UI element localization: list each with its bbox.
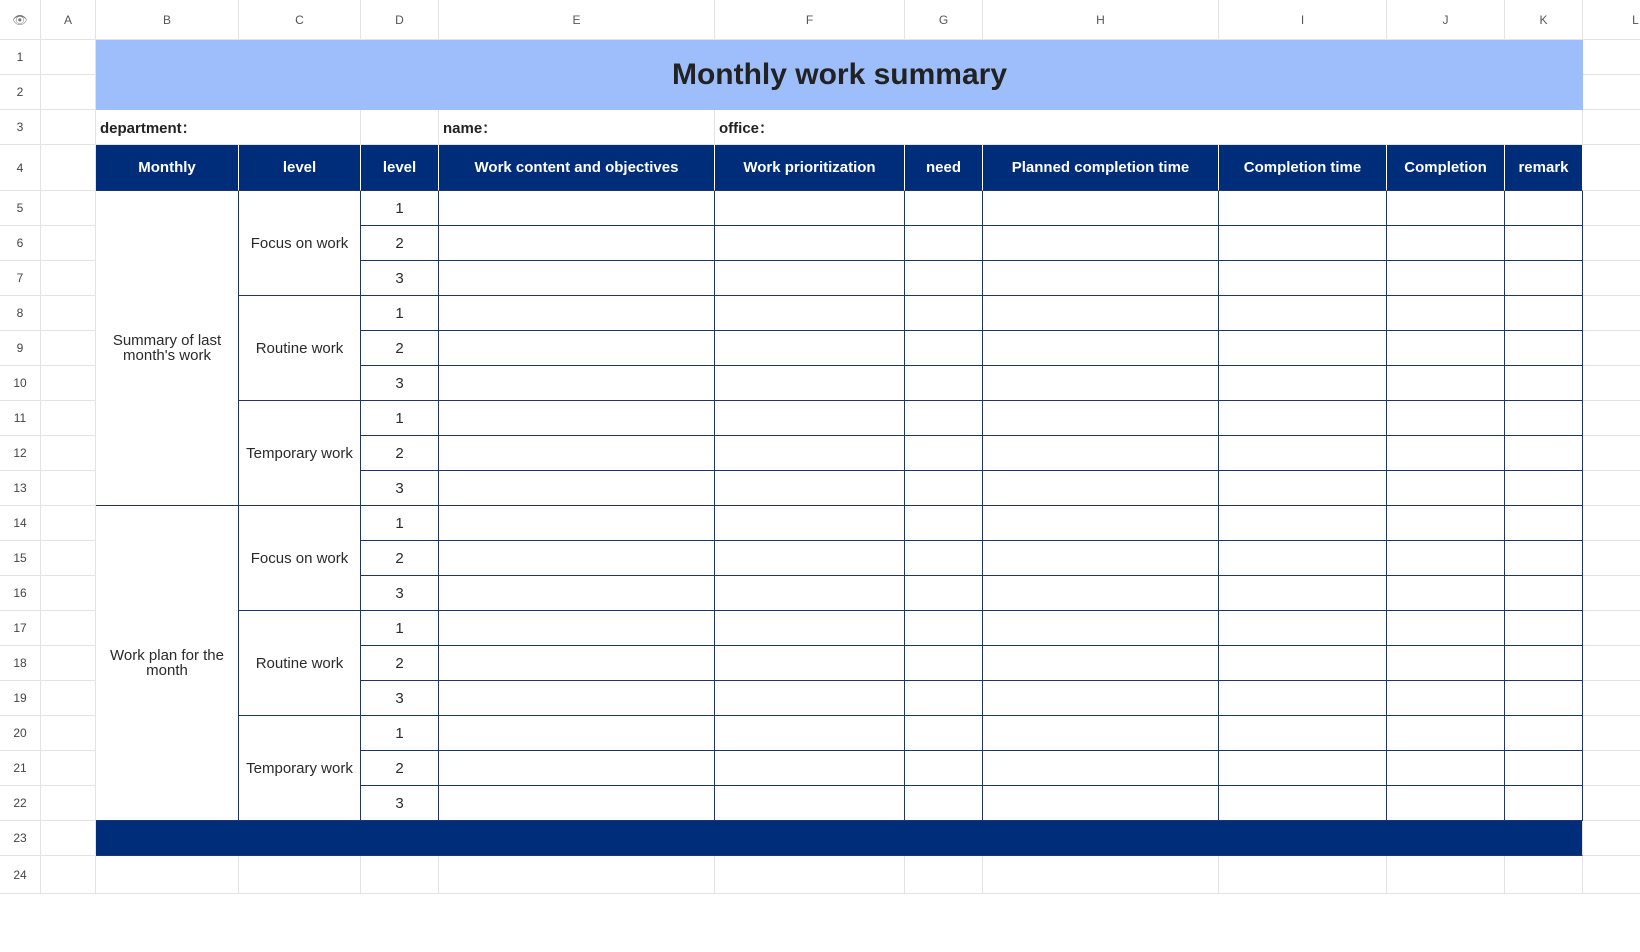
data-cell[interactable] [1387,576,1505,611]
column-header-D[interactable]: D [361,0,439,40]
data-cell[interactable] [905,786,983,821]
data-cell[interactable] [1387,366,1505,401]
cell-L12[interactable] [1583,436,1640,471]
cell-A24[interactable] [41,856,96,894]
data-cell[interactable] [439,191,715,226]
data-cell[interactable] [715,786,905,821]
data-cell[interactable] [1219,716,1387,751]
cell-A3[interactable] [41,110,96,145]
cell-L22[interactable] [1583,786,1640,821]
cell-A17[interactable] [41,611,96,646]
row-header-8[interactable]: 8 [0,296,41,331]
data-cell[interactable] [1219,786,1387,821]
data-cell[interactable] [439,576,715,611]
data-cell[interactable] [983,646,1219,681]
data-cell[interactable] [1387,786,1505,821]
data-cell[interactable] [905,576,983,611]
data-cell[interactable] [1505,786,1583,821]
data-cell[interactable] [905,436,983,471]
data-cell[interactable] [1219,646,1387,681]
row-header-13[interactable]: 13 [0,471,41,506]
column-header-G[interactable]: G [905,0,983,40]
table-header[interactable]: Completion time [1219,145,1387,191]
data-cell[interactable] [1219,191,1387,226]
data-cell[interactable] [1219,751,1387,786]
data-cell[interactable] [715,576,905,611]
row-header-3[interactable]: 3 [0,110,41,145]
data-cell[interactable] [983,401,1219,436]
section-label[interactable]: Summary of last month's work [96,191,239,506]
data-cell[interactable] [905,506,983,541]
table-header[interactable]: level [361,145,439,191]
column-header-H[interactable]: H [983,0,1219,40]
data-cell[interactable] [983,436,1219,471]
cell-row24[interactable] [715,856,905,894]
data-cell[interactable] [905,261,983,296]
column-header-K[interactable]: K [1505,0,1583,40]
row-header-17[interactable]: 17 [0,611,41,646]
cell-A23[interactable] [41,821,96,856]
data-cell[interactable] [439,506,715,541]
level-number[interactable]: 1 [361,191,439,226]
level-number[interactable]: 2 [361,436,439,471]
data-cell[interactable] [439,716,715,751]
table-header[interactable]: remark [1505,145,1583,191]
cell-A4[interactable] [41,145,96,191]
data-cell[interactable] [439,261,715,296]
data-cell[interactable] [439,681,715,716]
row-header-14[interactable]: 14 [0,506,41,541]
cell-L10[interactable] [1583,366,1640,401]
data-cell[interactable] [983,296,1219,331]
cell-D3[interactable] [361,110,439,145]
cell-L23[interactable] [1583,821,1640,856]
row-header-9[interactable]: 9 [0,331,41,366]
data-cell[interactable] [715,681,905,716]
cell-L8[interactable] [1583,296,1640,331]
column-header-A[interactable]: A [41,0,96,40]
work-type-label[interactable]: Temporary work [239,401,361,506]
data-cell[interactable] [983,471,1219,506]
level-number[interactable]: 3 [361,786,439,821]
column-header-F[interactable]: F [715,0,905,40]
data-cell[interactable] [1219,611,1387,646]
data-cell[interactable] [439,541,715,576]
cell-L2[interactable] [1583,75,1640,110]
row-header-1[interactable]: 1 [0,40,41,75]
level-number[interactable]: 2 [361,331,439,366]
cell-A18[interactable] [41,646,96,681]
row-header-21[interactable]: 21 [0,751,41,786]
level-number[interactable]: 3 [361,576,439,611]
data-cell[interactable] [1505,331,1583,366]
column-header-I[interactable]: I [1219,0,1387,40]
data-cell[interactable] [439,331,715,366]
level-number[interactable]: 3 [361,366,439,401]
cell-A21[interactable] [41,751,96,786]
data-cell[interactable] [983,786,1219,821]
cell-A16[interactable] [41,576,96,611]
department-label[interactable]: department： [96,110,361,145]
cell-A8[interactable] [41,296,96,331]
data-cell[interactable] [1387,436,1505,471]
data-cell[interactable] [905,681,983,716]
row-header-23[interactable]: 23 [0,821,41,856]
data-cell[interactable] [715,436,905,471]
cell-A10[interactable] [41,366,96,401]
cell-A14[interactable] [41,506,96,541]
data-cell[interactable] [1505,541,1583,576]
data-cell[interactable] [1219,296,1387,331]
data-cell[interactable] [983,261,1219,296]
data-cell[interactable] [905,471,983,506]
data-cell[interactable] [439,366,715,401]
cell-L6[interactable] [1583,226,1640,261]
cell-L24[interactable] [1583,856,1640,894]
data-cell[interactable] [1387,471,1505,506]
data-cell[interactable] [439,611,715,646]
data-cell[interactable] [439,436,715,471]
column-header-L[interactable]: L [1583,0,1640,40]
row-header-19[interactable]: 19 [0,681,41,716]
cell-A9[interactable] [41,331,96,366]
level-number[interactable]: 2 [361,541,439,576]
data-cell[interactable] [439,471,715,506]
cell-A19[interactable] [41,681,96,716]
data-cell[interactable] [715,401,905,436]
data-cell[interactable] [715,541,905,576]
data-cell[interactable] [715,296,905,331]
column-header-J[interactable]: J [1387,0,1505,40]
data-cell[interactable] [983,576,1219,611]
cell-row24[interactable] [1505,856,1583,894]
row-header-4[interactable]: 4 [0,145,41,191]
column-header-E[interactable]: E [439,0,715,40]
cell-L1[interactable] [1583,40,1640,75]
office-label[interactable]: office： [715,110,1583,145]
row-header-15[interactable]: 15 [0,541,41,576]
data-cell[interactable] [905,331,983,366]
data-cell[interactable] [715,366,905,401]
data-cell[interactable] [1219,436,1387,471]
data-cell[interactable] [1219,366,1387,401]
cell-L4[interactable] [1583,145,1640,191]
data-cell[interactable] [983,331,1219,366]
data-cell[interactable] [1505,191,1583,226]
data-cell[interactable] [1505,646,1583,681]
level-number[interactable]: 1 [361,611,439,646]
table-header[interactable]: Completion [1387,145,1505,191]
data-cell[interactable] [983,191,1219,226]
level-number[interactable]: 1 [361,506,439,541]
table-header[interactable]: Work prioritization [715,145,905,191]
data-cell[interactable] [1387,296,1505,331]
data-cell[interactable] [715,331,905,366]
data-cell[interactable] [1505,611,1583,646]
row-header-22[interactable]: 22 [0,786,41,821]
data-cell[interactable] [1387,261,1505,296]
data-cell[interactable] [905,646,983,681]
row-header-2[interactable]: 2 [0,75,41,110]
data-cell[interactable] [1219,331,1387,366]
data-cell[interactable] [983,366,1219,401]
table-header[interactable]: need [905,145,983,191]
cell-L14[interactable] [1583,506,1640,541]
data-cell[interactable] [1505,506,1583,541]
level-number[interactable]: 3 [361,681,439,716]
data-cell[interactable] [1219,261,1387,296]
data-cell[interactable] [715,716,905,751]
data-cell[interactable] [1505,681,1583,716]
cell-row24[interactable] [239,856,361,894]
row-header-12[interactable]: 12 [0,436,41,471]
table-header[interactable]: level [239,145,361,191]
level-number[interactable]: 1 [361,401,439,436]
data-cell[interactable] [439,751,715,786]
data-cell[interactable] [905,716,983,751]
table-header[interactable]: Monthly [96,145,239,191]
data-cell[interactable] [1219,401,1387,436]
data-cell[interactable] [715,751,905,786]
column-header-B[interactable]: B [96,0,239,40]
footer-bar [96,821,1583,856]
work-type-label[interactable]: Routine work [239,611,361,716]
data-cell[interactable] [1219,506,1387,541]
data-cell[interactable] [715,191,905,226]
row-header-6[interactable]: 6 [0,226,41,261]
select-all-corner[interactable] [0,0,41,40]
cell-row24[interactable] [96,856,239,894]
eye-icon[interactable]: 👁 [12,12,28,27]
cell-A7[interactable] [41,261,96,296]
cell-L21[interactable] [1583,751,1640,786]
level-number[interactable]: 3 [361,261,439,296]
level-number[interactable]: 2 [361,751,439,786]
cell-A6[interactable] [41,226,96,261]
data-cell[interactable] [1505,226,1583,261]
level-number[interactable]: 1 [361,716,439,751]
level-number[interactable]: 1 [361,296,439,331]
data-cell[interactable] [905,191,983,226]
work-type-label[interactable]: Focus on work [239,506,361,611]
data-cell[interactable] [1505,401,1583,436]
data-cell[interactable] [715,506,905,541]
data-cell[interactable] [905,401,983,436]
data-cell[interactable] [983,506,1219,541]
data-cell[interactable] [1387,401,1505,436]
data-cell[interactable] [1219,471,1387,506]
data-cell[interactable] [905,296,983,331]
cell-L9[interactable] [1583,331,1640,366]
cell-L13[interactable] [1583,471,1640,506]
data-cell[interactable] [1387,611,1505,646]
cell-A2[interactable] [41,75,96,110]
cell-A5[interactable] [41,191,96,226]
cell-L18[interactable] [1583,646,1640,681]
data-cell[interactable] [905,541,983,576]
data-cell[interactable] [1505,261,1583,296]
cell-A13[interactable] [41,471,96,506]
data-cell[interactable] [983,716,1219,751]
data-cell[interactable] [439,786,715,821]
cell-A22[interactable] [41,786,96,821]
data-cell[interactable] [1505,751,1583,786]
data-cell[interactable] [1387,506,1505,541]
level-number[interactable]: 2 [361,226,439,261]
data-cell[interactable] [983,611,1219,646]
data-cell[interactable] [983,751,1219,786]
data-cell[interactable] [439,401,715,436]
data-cell[interactable] [1387,751,1505,786]
cell-L16[interactable] [1583,576,1640,611]
data-cell[interactable] [983,226,1219,261]
data-cell[interactable] [715,471,905,506]
cell-row24[interactable] [1387,856,1505,894]
row-header-20[interactable]: 20 [0,716,41,751]
data-cell[interactable] [905,611,983,646]
work-type-label[interactable]: Temporary work [239,716,361,821]
level-number[interactable]: 3 [361,471,439,506]
data-cell[interactable] [715,226,905,261]
cell-L15[interactable] [1583,541,1640,576]
cell-A15[interactable] [41,541,96,576]
data-cell[interactable] [1505,716,1583,751]
table-header[interactable]: Planned completion time [983,145,1219,191]
level-number[interactable]: 2 [361,646,439,681]
data-cell[interactable] [1219,226,1387,261]
cell-A1[interactable] [41,40,96,75]
data-cell[interactable] [905,226,983,261]
cell-row24[interactable] [905,856,983,894]
row-header-11[interactable]: 11 [0,401,41,436]
cell-L19[interactable] [1583,681,1640,716]
data-cell[interactable] [1219,681,1387,716]
sheet-title[interactable]: Monthly work summary [96,40,1583,110]
data-cell[interactable] [1387,226,1505,261]
column-header-C[interactable]: C [239,0,361,40]
data-cell[interactable] [983,681,1219,716]
data-cell[interactable] [1387,541,1505,576]
data-cell[interactable] [715,261,905,296]
cell-row24[interactable] [983,856,1219,894]
cell-L3[interactable] [1583,110,1640,145]
cell-L5[interactable] [1583,191,1640,226]
data-cell[interactable] [1387,681,1505,716]
section-label[interactable]: Work plan for the month [96,506,239,821]
cell-row24[interactable] [361,856,439,894]
cell-L20[interactable] [1583,716,1640,751]
row-header-18[interactable]: 18 [0,646,41,681]
cell-L11[interactable] [1583,401,1640,436]
work-type-label[interactable]: Routine work [239,296,361,401]
data-cell[interactable] [1387,191,1505,226]
name-label[interactable]: name： [439,110,715,145]
cell-A20[interactable] [41,716,96,751]
data-cell[interactable] [1505,471,1583,506]
cell-A12[interactable] [41,436,96,471]
data-cell[interactable] [715,611,905,646]
data-cell[interactable] [439,226,715,261]
data-cell[interactable] [1219,576,1387,611]
data-cell[interactable] [905,751,983,786]
data-cell[interactable] [1387,331,1505,366]
data-cell[interactable] [1505,366,1583,401]
cell-L7[interactable] [1583,261,1640,296]
data-cell[interactable] [1505,436,1583,471]
data-cell[interactable] [1387,646,1505,681]
table-header[interactable]: Work content and objectives [439,145,715,191]
cell-row24[interactable] [439,856,715,894]
row-header-5[interactable]: 5 [0,191,41,226]
data-cell[interactable] [439,646,715,681]
data-cell[interactable] [1505,576,1583,611]
cell-row24[interactable] [1219,856,1387,894]
data-cell[interactable] [983,541,1219,576]
row-header-24[interactable]: 24 [0,856,41,894]
row-header-7[interactable]: 7 [0,261,41,296]
data-cell[interactable] [1505,296,1583,331]
cell-L17[interactable] [1583,611,1640,646]
cell-A11[interactable] [41,401,96,436]
data-cell[interactable] [905,366,983,401]
row-header-10[interactable]: 10 [0,366,41,401]
data-cell[interactable] [715,646,905,681]
work-type-label[interactable]: Focus on work [239,191,361,296]
data-cell[interactable] [1219,541,1387,576]
data-cell[interactable] [439,296,715,331]
data-cell[interactable] [1387,716,1505,751]
row-header-16[interactable]: 16 [0,576,41,611]
